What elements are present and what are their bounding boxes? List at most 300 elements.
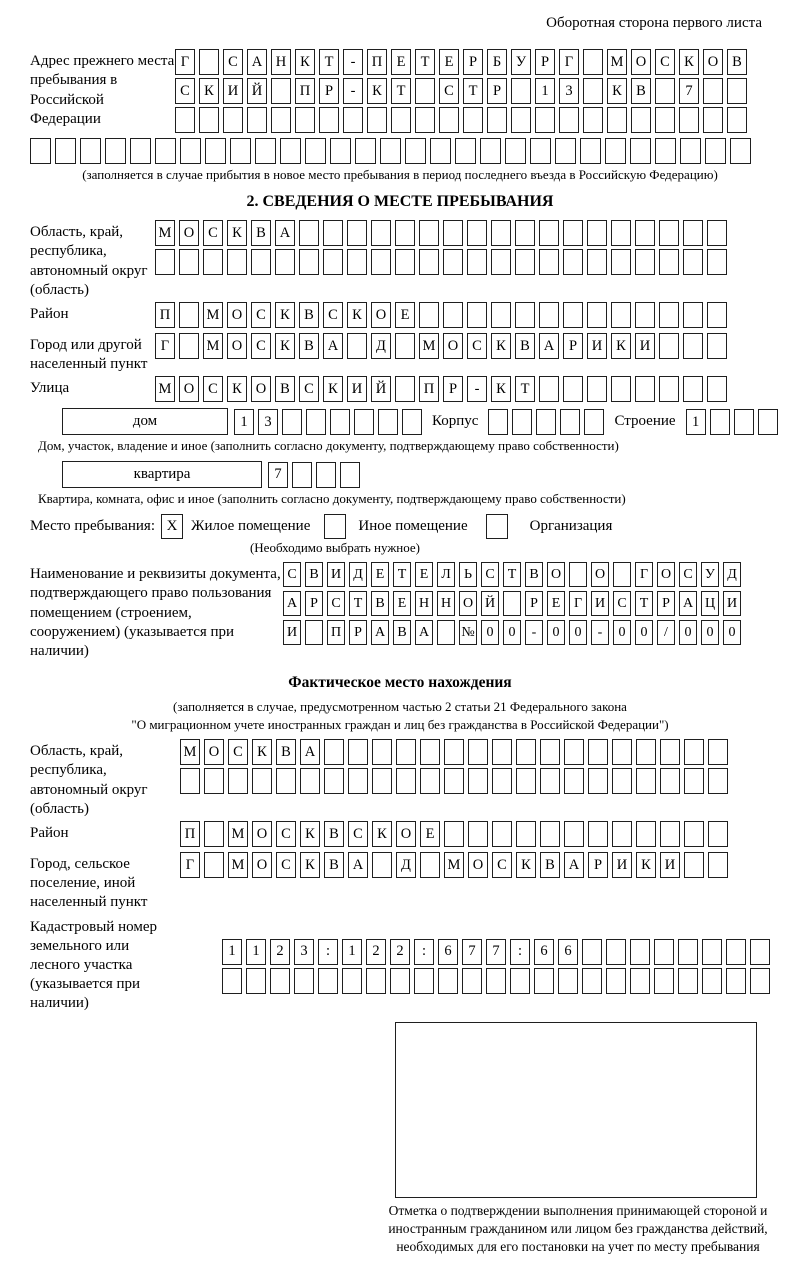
char-cell[interactable] (660, 739, 680, 765)
char-cell[interactable] (611, 302, 631, 328)
char-cell[interactable]: С (655, 49, 675, 75)
char-cell[interactable]: Й (481, 591, 499, 616)
char-cell[interactable] (503, 591, 521, 616)
char-cell[interactable] (252, 768, 272, 794)
char-cell[interactable] (228, 768, 248, 794)
char-cell[interactable]: К (611, 333, 631, 359)
char-cell[interactable] (270, 968, 290, 994)
char-cell[interactable]: 6 (534, 939, 554, 965)
char-cell[interactable]: М (155, 376, 175, 402)
char-cell[interactable] (611, 376, 631, 402)
char-cell[interactable] (372, 768, 392, 794)
char-cell[interactable] (462, 968, 482, 994)
char-cell[interactable]: 7 (679, 78, 699, 104)
char-cell[interactable]: И (723, 591, 741, 616)
char-cell[interactable] (443, 302, 463, 328)
char-cell[interactable] (347, 249, 367, 275)
char-cell[interactable] (534, 968, 554, 994)
char-cell[interactable]: К (679, 49, 699, 75)
char-cell[interactable] (395, 333, 415, 359)
char-cell[interactable]: К (275, 333, 295, 359)
char-cell[interactable]: П (180, 821, 200, 847)
char-cell[interactable]: А (275, 220, 295, 246)
char-cell[interactable] (246, 968, 266, 994)
char-cell[interactable]: В (525, 562, 543, 587)
char-cell[interactable] (730, 138, 751, 164)
char-cell[interactable] (414, 968, 434, 994)
char-cell[interactable]: Р (535, 49, 555, 75)
char-cell[interactable]: А (679, 591, 697, 616)
char-cell[interactable] (55, 138, 76, 164)
char-cell[interactable]: А (539, 333, 559, 359)
char-cell[interactable] (305, 620, 323, 645)
char-cell[interactable] (324, 739, 344, 765)
inoe-checkbox[interactable] (324, 514, 346, 539)
char-cell[interactable] (659, 249, 679, 275)
char-cell[interactable]: Н (271, 49, 291, 75)
char-cell[interactable] (330, 409, 350, 435)
char-cell[interactable] (340, 462, 360, 488)
char-cell[interactable]: 1 (686, 409, 706, 435)
char-cell[interactable]: М (180, 739, 200, 765)
char-cell[interactable] (515, 302, 535, 328)
char-cell[interactable] (419, 302, 439, 328)
char-cell[interactable]: 3 (559, 78, 579, 104)
char-cell[interactable]: О (252, 852, 272, 878)
char-cell[interactable] (635, 302, 655, 328)
char-cell[interactable] (734, 409, 754, 435)
char-cell[interactable] (684, 739, 704, 765)
char-cell[interactable]: Й (247, 78, 267, 104)
char-cell[interactable]: 0 (723, 620, 741, 645)
char-cell[interactable] (569, 562, 587, 587)
char-cell[interactable]: К (516, 852, 536, 878)
char-cell[interactable]: Й (371, 376, 391, 402)
char-cell[interactable] (371, 249, 391, 275)
char-cell[interactable] (316, 462, 336, 488)
char-cell[interactable]: М (228, 852, 248, 878)
char-cell[interactable]: М (203, 333, 223, 359)
char-cell[interactable]: Г (569, 591, 587, 616)
char-cell[interactable] (536, 409, 556, 435)
char-cell[interactable] (708, 768, 728, 794)
char-cell[interactable] (492, 768, 512, 794)
char-cell[interactable] (347, 220, 367, 246)
char-cell[interactable] (708, 739, 728, 765)
char-cell[interactable] (492, 739, 512, 765)
char-cell[interactable]: Г (180, 852, 200, 878)
char-cell[interactable]: 0 (569, 620, 587, 645)
char-cell[interactable]: П (155, 302, 175, 328)
char-cell[interactable]: Т (319, 49, 339, 75)
char-cell[interactable]: В (540, 852, 560, 878)
char-cell[interactable]: Б (487, 49, 507, 75)
char-cell[interactable] (540, 768, 560, 794)
char-cell[interactable] (342, 968, 362, 994)
char-cell[interactable] (444, 821, 464, 847)
char-cell[interactable]: К (491, 333, 511, 359)
char-cell[interactable] (105, 138, 126, 164)
char-cell[interactable]: 0 (679, 620, 697, 645)
char-cell[interactable]: П (367, 49, 387, 75)
char-cell[interactable]: К (491, 376, 511, 402)
char-cell[interactable]: Т (415, 49, 435, 75)
char-cell[interactable] (155, 249, 175, 275)
char-cell[interactable]: 3 (294, 939, 314, 965)
char-cell[interactable] (660, 768, 680, 794)
char-cell[interactable]: 7 (462, 939, 482, 965)
char-cell[interactable]: : (414, 939, 434, 965)
char-cell[interactable] (486, 968, 506, 994)
char-cell[interactable]: М (419, 333, 439, 359)
char-cell[interactable] (179, 333, 199, 359)
char-cell[interactable]: М (607, 49, 627, 75)
char-cell[interactable]: Р (349, 620, 367, 645)
char-cell[interactable]: С (679, 562, 697, 587)
char-cell[interactable] (636, 768, 656, 794)
char-cell[interactable]: Е (439, 49, 459, 75)
char-cell[interactable]: П (295, 78, 315, 104)
char-cell[interactable] (299, 220, 319, 246)
char-cell[interactable]: К (367, 78, 387, 104)
char-cell[interactable]: М (155, 220, 175, 246)
char-cell[interactable]: 1 (535, 78, 555, 104)
char-cell[interactable] (684, 821, 704, 847)
char-cell[interactable]: 1 (234, 409, 254, 435)
char-cell[interactable] (726, 939, 746, 965)
char-cell[interactable] (247, 107, 267, 133)
char-cell[interactable]: Е (547, 591, 565, 616)
char-cell[interactable] (611, 249, 631, 275)
char-cell[interactable] (294, 968, 314, 994)
char-cell[interactable] (635, 249, 655, 275)
char-cell[interactable] (563, 376, 583, 402)
char-cell[interactable] (516, 739, 536, 765)
char-cell[interactable] (372, 739, 392, 765)
char-cell[interactable]: С (327, 591, 345, 616)
char-cell[interactable]: О (703, 49, 723, 75)
char-cell[interactable]: О (591, 562, 609, 587)
char-cell[interactable]: В (631, 78, 651, 104)
char-cell[interactable] (323, 249, 343, 275)
char-cell[interactable] (437, 620, 455, 645)
char-cell[interactable] (318, 968, 338, 994)
char-cell[interactable] (355, 138, 376, 164)
char-cell[interactable]: К (252, 739, 272, 765)
char-cell[interactable] (487, 107, 507, 133)
char-cell[interactable] (323, 220, 343, 246)
char-cell[interactable] (467, 220, 487, 246)
char-cell[interactable]: С (492, 852, 512, 878)
char-cell[interactable] (203, 249, 223, 275)
char-cell[interactable]: В (299, 333, 319, 359)
char-cell[interactable] (420, 852, 440, 878)
char-cell[interactable] (582, 939, 602, 965)
char-cell[interactable] (584, 409, 604, 435)
char-cell[interactable] (455, 138, 476, 164)
char-cell[interactable] (343, 107, 363, 133)
char-cell[interactable]: В (727, 49, 747, 75)
char-cell[interactable] (271, 107, 291, 133)
char-cell[interactable] (655, 78, 675, 104)
char-cell[interactable] (607, 107, 627, 133)
char-cell[interactable] (415, 78, 435, 104)
char-cell[interactable]: Г (635, 562, 653, 587)
char-cell[interactable] (683, 220, 703, 246)
char-cell[interactable]: О (371, 302, 391, 328)
char-cell[interactable] (708, 852, 728, 878)
char-cell[interactable] (678, 968, 698, 994)
char-cell[interactable] (510, 968, 530, 994)
char-cell[interactable] (175, 107, 195, 133)
char-cell[interactable] (396, 739, 416, 765)
char-cell[interactable] (222, 968, 242, 994)
char-cell[interactable] (560, 409, 580, 435)
char-cell[interactable] (299, 249, 319, 275)
char-cell[interactable] (564, 821, 584, 847)
char-cell[interactable]: С (251, 333, 271, 359)
char-cell[interactable]: И (327, 562, 345, 587)
char-cell[interactable] (443, 249, 463, 275)
char-cell[interactable] (505, 138, 526, 164)
char-cell[interactable] (582, 968, 602, 994)
char-cell[interactable] (467, 249, 487, 275)
char-cell[interactable]: О (547, 562, 565, 587)
char-cell[interactable] (179, 249, 199, 275)
char-cell[interactable] (395, 249, 415, 275)
char-cell[interactable] (583, 49, 603, 75)
char-cell[interactable] (230, 138, 251, 164)
char-cell[interactable] (583, 107, 603, 133)
char-cell[interactable]: Г (175, 49, 195, 75)
char-cell[interactable] (559, 107, 579, 133)
char-cell[interactable]: И (223, 78, 243, 104)
char-cell[interactable] (587, 376, 607, 402)
char-cell[interactable]: М (444, 852, 464, 878)
char-cell[interactable] (539, 302, 559, 328)
char-cell[interactable] (204, 768, 224, 794)
char-cell[interactable] (251, 249, 271, 275)
char-cell[interactable] (419, 220, 439, 246)
char-cell[interactable]: / (657, 620, 675, 645)
char-cell[interactable] (580, 138, 601, 164)
char-cell[interactable] (654, 939, 674, 965)
char-cell[interactable]: О (227, 333, 247, 359)
char-cell[interactable]: М (203, 302, 223, 328)
char-cell[interactable]: К (300, 852, 320, 878)
char-cell[interactable] (727, 107, 747, 133)
char-cell[interactable]: Т (393, 562, 411, 587)
char-cell[interactable] (750, 939, 770, 965)
char-cell[interactable]: Н (415, 591, 433, 616)
char-cell[interactable] (678, 939, 698, 965)
char-cell[interactable] (588, 768, 608, 794)
char-cell[interactable]: Р (588, 852, 608, 878)
char-cell[interactable] (605, 138, 626, 164)
char-cell[interactable]: Т (391, 78, 411, 104)
char-cell[interactable]: С (228, 739, 248, 765)
char-cell[interactable]: С (439, 78, 459, 104)
char-cell[interactable]: С (323, 302, 343, 328)
char-cell[interactable] (588, 739, 608, 765)
char-cell[interactable] (439, 107, 459, 133)
char-cell[interactable]: 7 (486, 939, 506, 965)
char-cell[interactable] (660, 821, 680, 847)
char-cell[interactable]: 1 (342, 939, 362, 965)
char-cell[interactable] (612, 739, 632, 765)
char-cell[interactable] (155, 138, 176, 164)
char-cell[interactable] (463, 107, 483, 133)
char-cell[interactable] (391, 107, 411, 133)
char-cell[interactable] (606, 939, 626, 965)
char-cell[interactable] (703, 78, 723, 104)
char-cell[interactable] (199, 107, 219, 133)
char-cell[interactable]: А (323, 333, 343, 359)
char-cell[interactable] (330, 138, 351, 164)
char-cell[interactable] (535, 107, 555, 133)
char-cell[interactable] (563, 302, 583, 328)
char-cell[interactable] (539, 220, 559, 246)
char-cell[interactable] (305, 138, 326, 164)
char-cell[interactable] (227, 249, 247, 275)
char-cell[interactable] (606, 968, 626, 994)
char-cell[interactable]: Т (349, 591, 367, 616)
char-cell[interactable] (588, 821, 608, 847)
char-cell[interactable] (683, 249, 703, 275)
char-cell[interactable] (378, 409, 398, 435)
char-cell[interactable]: О (251, 376, 271, 402)
char-cell[interactable] (292, 462, 312, 488)
char-cell[interactable]: О (396, 821, 416, 847)
char-cell[interactable] (707, 376, 727, 402)
char-cell[interactable] (512, 409, 532, 435)
char-cell[interactable]: С (613, 591, 631, 616)
char-cell[interactable] (636, 739, 656, 765)
char-cell[interactable] (491, 249, 511, 275)
char-cell[interactable] (727, 78, 747, 104)
char-cell[interactable] (491, 220, 511, 246)
char-cell[interactable] (380, 138, 401, 164)
char-cell[interactable]: И (612, 852, 632, 878)
kvartira-box[interactable]: квартира (62, 461, 262, 488)
char-cell[interactable] (306, 409, 326, 435)
char-cell[interactable]: В (393, 620, 411, 645)
char-cell[interactable] (415, 107, 435, 133)
char-cell[interactable]: 0 (547, 620, 565, 645)
char-cell[interactable] (654, 968, 674, 994)
char-cell[interactable]: 0 (481, 620, 499, 645)
char-cell[interactable]: Н (437, 591, 455, 616)
char-cell[interactable] (371, 220, 391, 246)
char-cell[interactable] (491, 302, 511, 328)
char-cell[interactable] (659, 302, 679, 328)
char-cell[interactable] (282, 409, 302, 435)
char-cell[interactable] (707, 249, 727, 275)
char-cell[interactable] (367, 107, 387, 133)
char-cell[interactable]: В (299, 302, 319, 328)
char-cell[interactable]: А (348, 852, 368, 878)
char-cell[interactable] (750, 968, 770, 994)
char-cell[interactable]: К (607, 78, 627, 104)
char-cell[interactable] (276, 768, 296, 794)
char-cell[interactable] (468, 768, 488, 794)
char-cell[interactable]: - (343, 78, 363, 104)
char-cell[interactable]: С (251, 302, 271, 328)
char-cell[interactable]: С (223, 49, 243, 75)
char-cell[interactable] (275, 249, 295, 275)
char-cell[interactable] (347, 333, 367, 359)
char-cell[interactable]: 1 (246, 939, 266, 965)
char-cell[interactable]: - (467, 376, 487, 402)
char-cell[interactable] (659, 220, 679, 246)
char-cell[interactable] (396, 768, 416, 794)
char-cell[interactable]: А (415, 620, 433, 645)
char-cell[interactable] (488, 409, 508, 435)
char-cell[interactable] (130, 138, 151, 164)
char-cell[interactable]: № (459, 620, 477, 645)
char-cell[interactable] (684, 852, 704, 878)
char-cell[interactable]: Т (463, 78, 483, 104)
char-cell[interactable]: С (276, 821, 296, 847)
char-cell[interactable] (611, 220, 631, 246)
char-cell[interactable]: Р (487, 78, 507, 104)
char-cell[interactable]: К (295, 49, 315, 75)
char-cell[interactable] (438, 968, 458, 994)
char-cell[interactable] (199, 49, 219, 75)
char-cell[interactable] (630, 939, 650, 965)
char-cell[interactable]: О (631, 49, 651, 75)
char-cell[interactable]: К (300, 821, 320, 847)
char-cell[interactable]: - (525, 620, 543, 645)
char-cell[interactable]: - (591, 620, 609, 645)
char-cell[interactable]: Д (723, 562, 741, 587)
char-cell[interactable]: 6 (558, 939, 578, 965)
char-cell[interactable] (223, 107, 243, 133)
char-cell[interactable] (613, 562, 631, 587)
char-cell[interactable] (516, 768, 536, 794)
char-cell[interactable]: А (247, 49, 267, 75)
char-cell[interactable] (280, 138, 301, 164)
char-cell[interactable]: И (635, 333, 655, 359)
char-cell[interactable] (300, 768, 320, 794)
char-cell[interactable]: У (701, 562, 719, 587)
char-cell[interactable]: 3 (258, 409, 278, 435)
char-cell[interactable] (612, 821, 632, 847)
char-cell[interactable] (354, 409, 374, 435)
char-cell[interactable] (271, 78, 291, 104)
char-cell[interactable]: 1 (222, 939, 242, 965)
char-cell[interactable] (348, 768, 368, 794)
char-cell[interactable]: С (276, 852, 296, 878)
char-cell[interactable] (468, 821, 488, 847)
char-cell[interactable] (530, 138, 551, 164)
char-cell[interactable] (587, 220, 607, 246)
char-cell[interactable] (255, 138, 276, 164)
char-cell[interactable]: - (343, 49, 363, 75)
char-cell[interactable]: С (299, 376, 319, 402)
char-cell[interactable] (467, 302, 487, 328)
char-cell[interactable]: О (252, 821, 272, 847)
char-cell[interactable]: 2 (390, 939, 410, 965)
char-cell[interactable]: 0 (613, 620, 631, 645)
char-cell[interactable] (295, 107, 315, 133)
organizatsiya-checkbox[interactable] (486, 514, 508, 539)
char-cell[interactable]: И (347, 376, 367, 402)
char-cell[interactable] (324, 768, 344, 794)
char-cell[interactable] (180, 768, 200, 794)
char-cell[interactable] (480, 138, 501, 164)
char-cell[interactable] (703, 107, 723, 133)
